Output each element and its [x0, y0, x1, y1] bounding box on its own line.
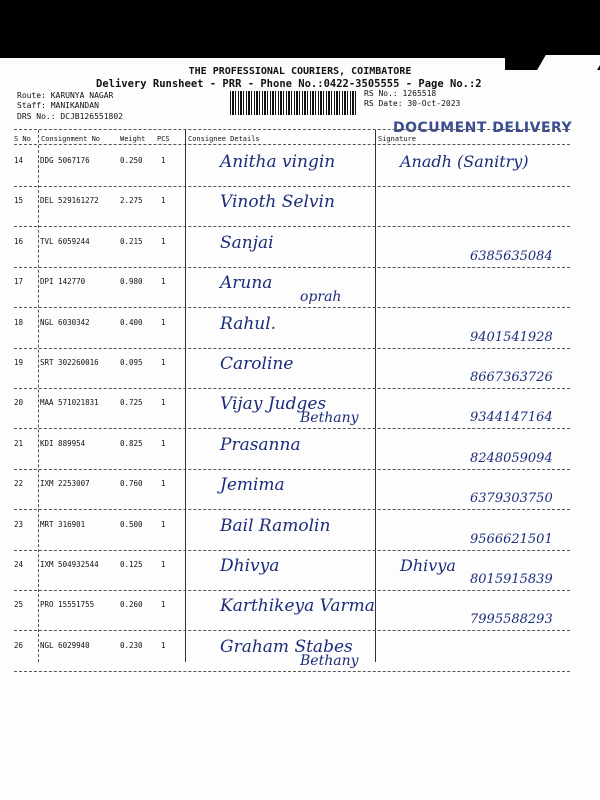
consignment-number: PRO 15551755	[40, 600, 95, 610]
weight-value: 0.230	[120, 640, 143, 650]
header-divider	[14, 129, 570, 130]
weight-value: 0.095	[120, 358, 143, 367]
table-row	[0, 231, 600, 271]
table-row	[0, 150, 600, 190]
serial-number: 21	[14, 438, 24, 448]
pcs-value: 1	[161, 196, 166, 206]
consignment-number: DEL 529161272	[40, 196, 99, 206]
consignee-name: Graham Stabes	[220, 636, 353, 657]
signature-phone: 6385635084	[470, 248, 553, 264]
consignment-number: SRT 302260016	[40, 358, 99, 367]
serial-number: 14	[14, 156, 24, 165]
consignment-number: IXM 2253007	[40, 479, 90, 489]
weight-value: 0.500	[120, 519, 143, 529]
signature-phone: 9401541928	[470, 329, 553, 345]
consignee-name: Caroline	[220, 354, 294, 374]
consignee-name: Anitha vingin	[220, 152, 336, 172]
header-divider	[14, 144, 570, 145]
table-row	[0, 271, 600, 311]
weight-value: 0.825	[120, 438, 143, 448]
signature-phone: 7995588293	[470, 612, 553, 628]
weight-value: 0.260	[120, 600, 143, 610]
row-divider	[14, 590, 570, 591]
row-divider	[14, 226, 570, 227]
consignment-number: TVL 6059244	[40, 236, 90, 246]
weight-value: 0.725	[120, 398, 143, 408]
serial-number: 18	[14, 317, 24, 327]
consignment-number: NGL 6029940	[40, 640, 90, 650]
table-row	[0, 554, 600, 594]
serial-number: 25	[14, 600, 24, 610]
consignee-name: Bail Ramolin	[220, 515, 331, 536]
pcs-value: 1	[161, 398, 166, 408]
runsheet-title: Delivery Runsheet - PRR - Phone No.:0422-3505555 - Page No.:2	[96, 78, 482, 90]
consignment-number: DDG 5067176	[40, 156, 90, 165]
col-weight: Weight	[120, 135, 146, 143]
serial-number: 24	[14, 560, 24, 569]
table-row	[0, 433, 600, 473]
consignee-name-extra: oprah	[300, 289, 342, 306]
weight-value: 0.215	[120, 236, 143, 246]
pcs-value: 1	[161, 156, 166, 165]
serial-number: 19	[14, 358, 24, 367]
signature-phone: 8248059094	[470, 450, 553, 466]
pcs-value: 1	[161, 438, 166, 448]
consignee-name-extra: Bethany	[300, 652, 359, 669]
pcs-value: 1	[161, 519, 166, 529]
row-divider	[14, 388, 570, 389]
signature-phone: 8667363726	[470, 370, 553, 385]
pcs-value: 1	[161, 358, 166, 367]
weight-value: 0.250	[120, 156, 143, 165]
staff-label: Staff: MANIKANDAN	[17, 101, 99, 110]
signature-phone: 6379303750	[470, 491, 553, 507]
pcs-value: 1	[161, 640, 166, 650]
consignee-name-extra: Bethany	[300, 410, 359, 427]
rs-date: RS Date: 30-Oct-2023	[364, 99, 461, 108]
row-divider	[14, 267, 570, 268]
rs-number: RS No.: 1265518	[364, 89, 437, 98]
consignment-number: IXM 504932544	[40, 560, 99, 569]
row-divider	[14, 550, 570, 551]
consignment-number: KDI 889954	[40, 438, 86, 448]
col-pcs: PCS	[157, 135, 170, 143]
route-label: Route: KARUNYA NAGAR	[17, 91, 114, 100]
consignee-name: Rahul.	[220, 313, 277, 334]
pcs-value: 1	[161, 277, 166, 287]
col-sno: S No	[14, 135, 31, 143]
table-row	[0, 312, 600, 352]
table-row	[0, 190, 600, 230]
serial-number: 26	[14, 640, 24, 650]
row-divider	[14, 509, 570, 510]
signature-phone: 9344147164	[470, 410, 553, 426]
table-row	[0, 635, 600, 675]
barcode	[230, 91, 358, 115]
serial-number: 20	[14, 398, 24, 408]
document-delivery-stamp: DOCUMENT DELIVERY	[393, 120, 573, 136]
row-divider	[14, 469, 570, 470]
signature: Anadh (Sanitry)	[400, 152, 529, 171]
col-signature: Signature	[378, 135, 416, 143]
weight-value: 0.760	[120, 479, 143, 489]
serial-number: 16	[14, 236, 24, 246]
pcs-value: 1	[161, 236, 166, 246]
pcs-value: 1	[161, 479, 166, 489]
pcs-value: 1	[161, 317, 166, 327]
consignee-name: Aruna	[220, 273, 273, 294]
signature-phone: 9566621501	[470, 531, 553, 547]
drs-label: DRS No.: DCJB126551802	[17, 112, 123, 121]
serial-number: 23	[14, 519, 24, 529]
weight-value: 0.980	[120, 277, 143, 287]
consignee-name: Karthikeya Varma	[220, 596, 375, 617]
consignment-number: MRT 316901	[40, 519, 86, 529]
consignee-name: Sanjai	[220, 232, 274, 253]
consignment-number: MAA 571021831	[40, 398, 99, 408]
col-consignment: Consignment No	[41, 135, 101, 143]
company-title: THE PROFESSIONAL COURIERS, COIMBATORE	[188, 66, 412, 77]
consignee-name: Prasanna	[220, 434, 301, 455]
table-row	[0, 514, 600, 554]
consignee-name: Jemima	[220, 475, 285, 496]
table-row	[0, 392, 600, 432]
table-row	[0, 594, 600, 634]
serial-number: 22	[14, 479, 24, 489]
row-divider	[14, 348, 570, 349]
signature: Dhivya	[400, 556, 456, 575]
weight-value: 0.125	[120, 560, 143, 569]
serial-number: 15	[14, 196, 24, 206]
row-divider	[14, 307, 570, 308]
consignment-number: DPI 142770	[40, 277, 86, 287]
signature-phone: 8015915839	[470, 572, 553, 587]
row-divider	[14, 428, 570, 429]
consignee-name: Dhivya	[220, 556, 280, 576]
consignment-number: NGL 6030342	[40, 317, 90, 327]
pcs-value: 1	[161, 560, 166, 569]
table-row	[0, 352, 600, 392]
consignee-name: Vijay Judges	[220, 394, 327, 415]
table-row	[0, 473, 600, 513]
row-divider	[14, 186, 570, 187]
consignee-name: Vinoth Selvin	[220, 192, 335, 213]
weight-value: 0.400	[120, 317, 143, 327]
pcs-value: 1	[161, 600, 166, 610]
col-consignee: Consignee Details	[188, 135, 260, 143]
row-divider	[14, 630, 570, 631]
weight-value: 2.275	[120, 196, 143, 206]
serial-number: 17	[14, 277, 24, 287]
row-divider	[14, 671, 570, 672]
